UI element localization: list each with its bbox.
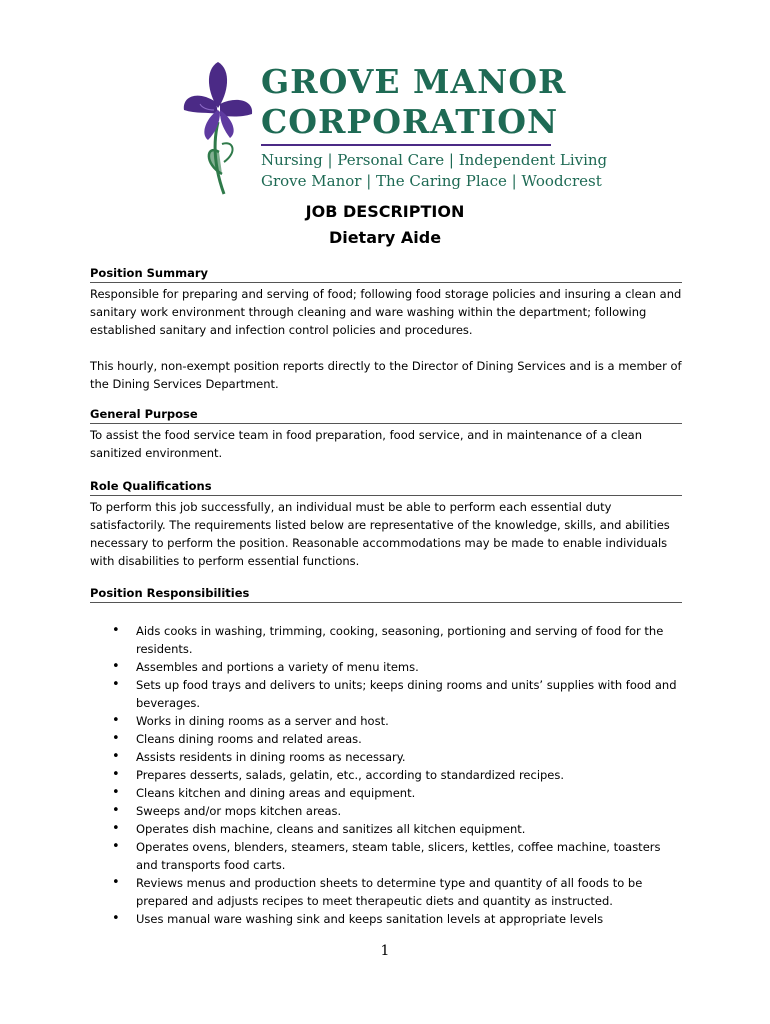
- reporting-note: [90, 355, 682, 393]
- section-text: This hourly, non-exempt position reports directly to the Director of Dining Services and is a member of the Dining Services Department.: [90, 359, 682, 391]
- page-number: 1: [380, 943, 390, 959]
- list-item: • Uses manual ware washing sink and keeps sanitation levels at appropriate levels: [90, 910, 680, 928]
- section-heading: General Purpose: [90, 407, 682, 424]
- document-title: JOB DESCRIPTION: [305, 202, 465, 221]
- list-item: • Assembles and portions a variety of menu items.: [90, 658, 680, 676]
- logo-line-corporation: CORPORATION: [261, 102, 559, 141]
- list-item: • Sets up food trays and delivers to units; keeps dining rooms and units’ supplies with food and beverages.: [90, 676, 680, 712]
- section-text: Responsible for preparing and serving of food; following food storage policies and insuring a clean and sanitary work environment through cleaning and ware washing within the department; following established sanitary and infection control policies and procedures.: [90, 287, 682, 337]
- iris-flower-icon: [178, 52, 258, 198]
- list-item: • Cleans kitchen and dining areas and equipment.: [90, 784, 680, 802]
- document-subtitle: Dietary Aide: [328, 228, 442, 247]
- responsibilities-list: [90, 622, 680, 928]
- section-heading: Role Qualifications: [90, 479, 682, 496]
- list-item: • Works in dining rooms as a server and host.: [90, 712, 680, 730]
- section-heading: Position Summary: [90, 266, 682, 283]
- list-item: • Cleans dining rooms and related areas.: [90, 730, 680, 748]
- logo-line-grove-manor: GROVE MANOR: [261, 62, 567, 101]
- section-text: To perform this job successfully, an individual must be able to perform each essential duty satisfactorily. The requirements listed below are representative of the knowledge, skills, and abilities necessary to perform the position. Reasonable accommodations may be made to enable individuals with disabilities to perform essential functions.: [90, 500, 670, 568]
- section-text: To assist the food service team in food preparation, food service, and in maintenance of a clean sanitized environment.: [90, 428, 642, 460]
- role-qualifications-section: [90, 479, 682, 570]
- list-item: • Operates ovens, blenders, steamers, steam table, slicers, kettles, coffee machine, toasters and transports food carts.: [90, 838, 680, 874]
- logo-tagline-services: Nursing | Personal Care | Independent Living: [261, 151, 608, 169]
- list-item: • Aids cooks in washing, trimming, cooking, seasoning, portioning and serving of food for the residents.: [90, 622, 680, 658]
- list-item: • Reviews menus and production sheets to determine type and quantity of all foods to be prepared and adjusts recipes to meet therapeutic diets and quantity as instructed.: [90, 874, 680, 910]
- list-item: • Prepares desserts, salads, gelatin, etc., according to standardized recipes.: [90, 766, 680, 784]
- logo-tagline-locations: Grove Manor | The Caring Place | Woodcrest: [261, 172, 602, 190]
- logo-divider: [261, 144, 551, 146]
- list-item: • Sweeps and/or mops kitchen areas.: [90, 802, 680, 820]
- list-item: • Assists residents in dining rooms as necessary.: [90, 748, 680, 766]
- position-summary-section: [90, 266, 682, 339]
- company-logo: [178, 52, 608, 198]
- position-responsibilities-section: [90, 586, 682, 603]
- list-item: • Operates dish machine, cleans and sanitizes all kitchen equipment.: [90, 820, 680, 838]
- general-purpose-section: [90, 407, 682, 462]
- section-heading: Position Responsibilities: [90, 586, 682, 603]
